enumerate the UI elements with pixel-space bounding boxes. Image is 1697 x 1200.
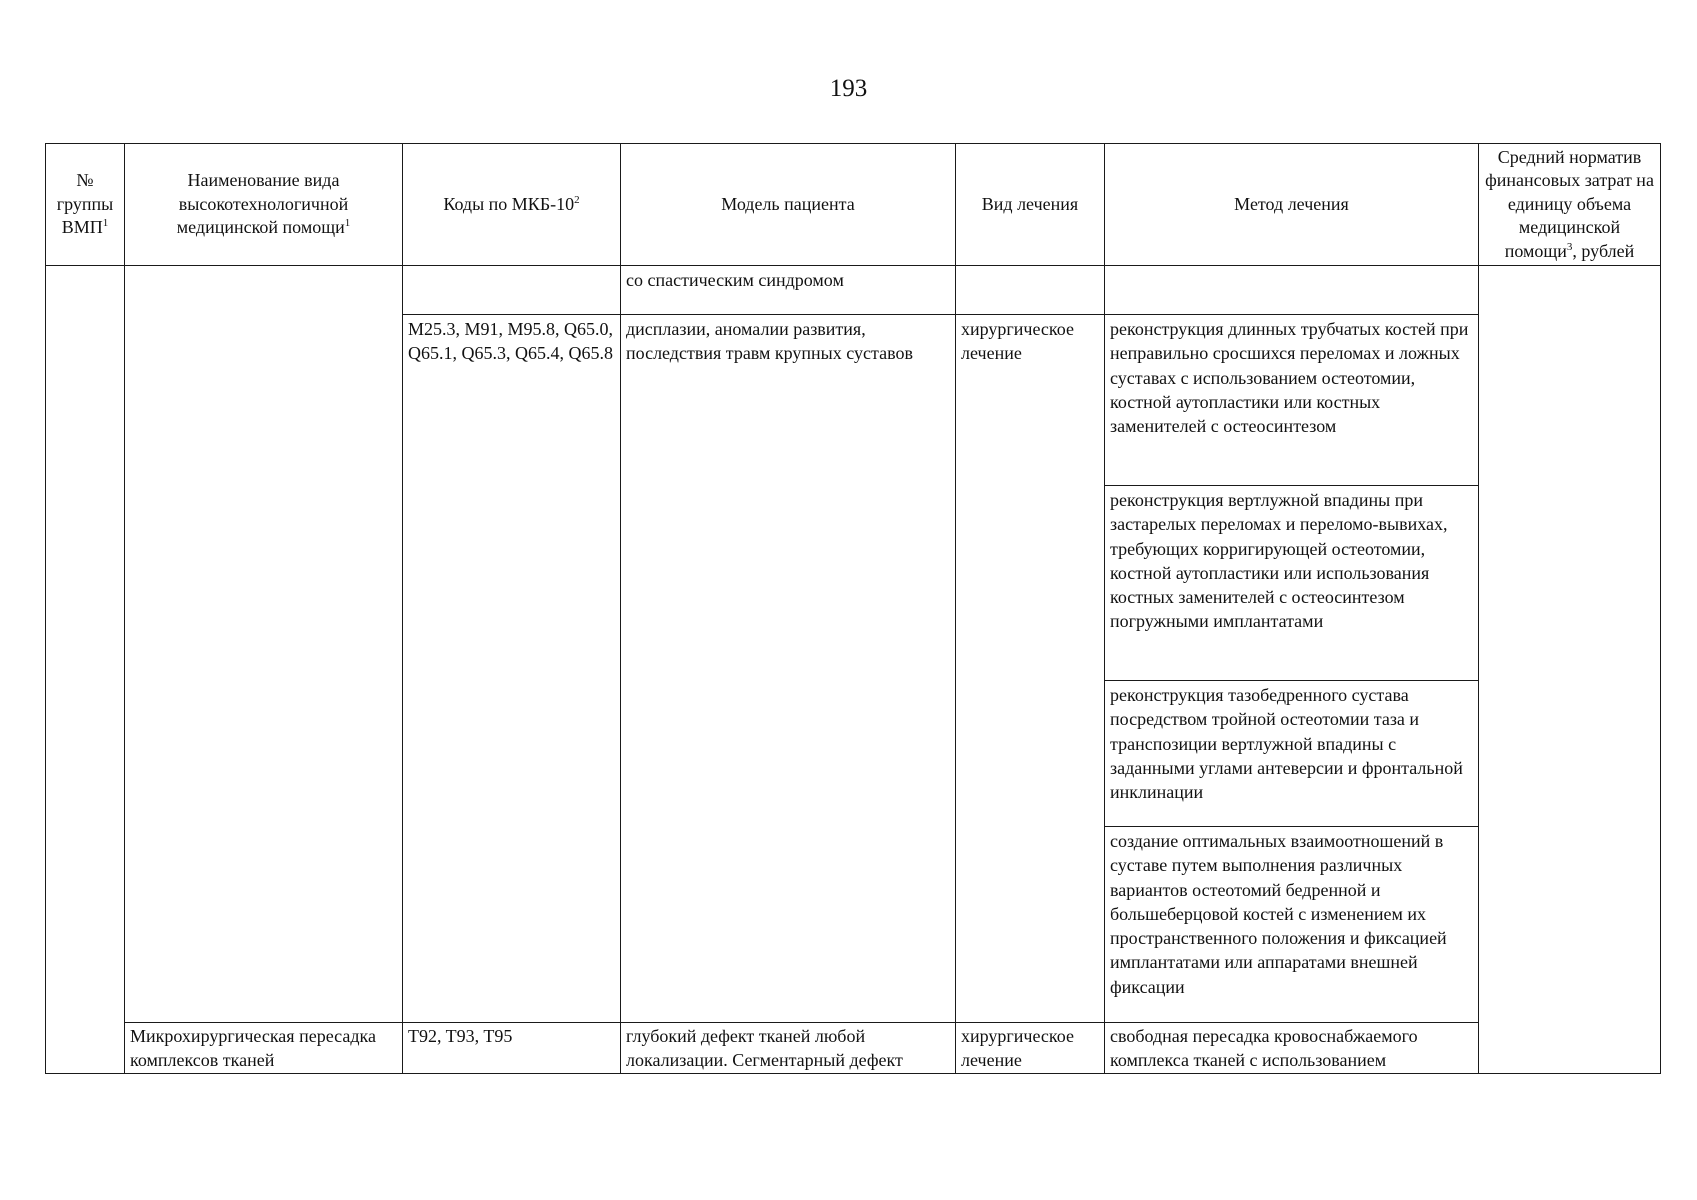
header-treatment-method: Метод лечения bbox=[1105, 144, 1479, 266]
treatment-method-cell: создание оптимальных взаимоотношений в суставе путем выполнения различных вариантов остеотомий бедренной и большеберцовой костей с изменением их пространственного положения и фиксацией имплантатами или аппаратами внешней фиксации bbox=[1105, 827, 1479, 1023]
patient-model-cell: дисплазии, аномалии развития, последствия травм крупных суставов bbox=[621, 315, 956, 1023]
treatment-type-cell: хирургическое лечение bbox=[956, 1023, 1105, 1074]
header-treatment-type: Вид лечения bbox=[956, 144, 1105, 266]
patient-model-cell: глубокий дефект тканей любой локализации. Сегментарный дефект bbox=[621, 1023, 956, 1074]
cost-norm-cell bbox=[1479, 266, 1661, 1074]
treatment-method-cell: реконструкция тазобедренного сустава посредством тройной остеотомии таза и транспозиции вертлужной впадины с заданными углами антеверсии и фронтальной инклинации bbox=[1105, 681, 1479, 827]
table-row bbox=[46, 1023, 1661, 1074]
table-row bbox=[46, 266, 1661, 315]
treatment-method-cell: свободная пересадка кровоснабжаемого комплекса тканей с использованием bbox=[1105, 1023, 1479, 1074]
treatment-type-cell: хирургическое лечение bbox=[956, 315, 1105, 1023]
header-name: Наименование вида высокотехнологичной медицинской помощи$^1$ bbox=[125, 144, 403, 266]
patient-model-cell: со спастическим синдромом bbox=[621, 266, 956, 315]
name-cell: Микрохирургическая пересадка комплексов тканей bbox=[125, 1023, 403, 1074]
table-header-row bbox=[46, 144, 1661, 266]
page-number: 193 bbox=[829, 75, 868, 102]
codes-cell bbox=[403, 266, 621, 315]
codes-cell: M25.3, M91, M95.8, Q65.0, Q65.1, Q65.3, Q65.4, Q65.8 bbox=[403, 315, 621, 1023]
codes-cell: T92, T93, T95 bbox=[403, 1023, 621, 1074]
treatment-type-cell bbox=[956, 266, 1105, 315]
name-cell bbox=[125, 266, 403, 1023]
treatment-method-cell bbox=[1105, 266, 1479, 315]
vmp-table bbox=[45, 143, 1661, 1074]
treatment-method-cell: реконструкция длинных трубчатых костей при неправильно сросшихся переломах и ложных суставах с использованием остеотомии, костной аутопластики или костных заменителей с остеосинтезом bbox=[1105, 315, 1479, 486]
group-no-cell bbox=[46, 266, 125, 1074]
header-group-no: № группы ВМП$^1$ bbox=[46, 144, 125, 266]
header-patient-model: Модель пациента bbox=[621, 144, 956, 266]
header-icd-codes: Коды по МКБ-$10^2$ bbox=[403, 144, 621, 266]
header-cost-norm: Средний норматив финансовых затрат на единицу объема медицинской помощи$^3$, рублей bbox=[1479, 144, 1661, 266]
treatment-method-cell: реконструкция вертлужной впадины при застарелых переломах и переломо-вывихах, требующих корригирующей остеотомии, костной аутопластики или использования костных заменителей с остеосинтезом погружными имплантатами bbox=[1105, 486, 1479, 681]
